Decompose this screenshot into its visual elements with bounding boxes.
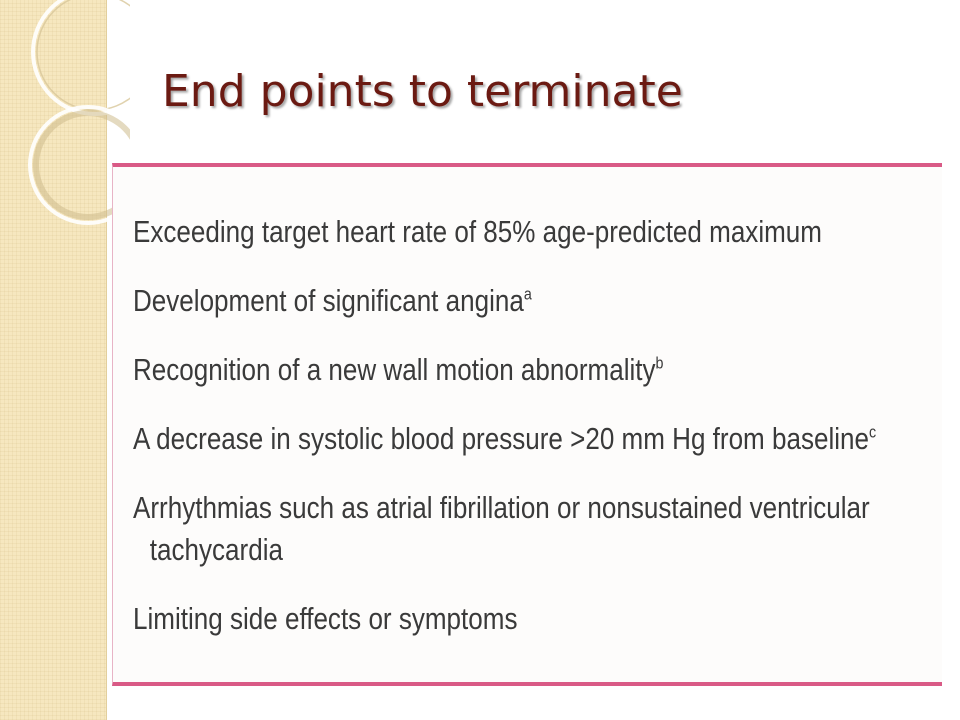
footnote-marker: b [655,353,664,373]
criteria-item-arrhythmias [133,487,897,571]
footnote-marker: c [868,422,877,442]
criteria-list [113,167,942,640]
criteria-item-target-heart-rate [133,211,822,253]
criteria-text-continuation: tachycardia [149,532,283,567]
criteria-text: A decrease in systolic blood pressure >20 mm Hg from baseline [133,421,869,456]
decorative-rings [0,0,130,240]
criteria-text: Exceeding target heart rate of 85% age-predicted maximum [133,214,822,249]
slide-title: End points to terminate [162,66,683,117]
criteria-box [112,163,942,686]
criteria-text: Arrhythmias such as atrial fibrillation or nonsustained ventricular [133,490,870,525]
criteria-text: Development of significant angina [133,283,524,318]
criteria-text: Limiting side effects or symptoms [133,601,518,636]
criteria-text: Recognition of a new wall motion abnormality [133,352,656,387]
criteria-item-wall-motion [133,349,813,391]
criteria-item-side-effects [133,598,813,640]
criteria-item-angina [133,280,813,322]
criteria-item-blood-pressure [133,418,877,460]
footnote-marker: a [523,284,532,304]
